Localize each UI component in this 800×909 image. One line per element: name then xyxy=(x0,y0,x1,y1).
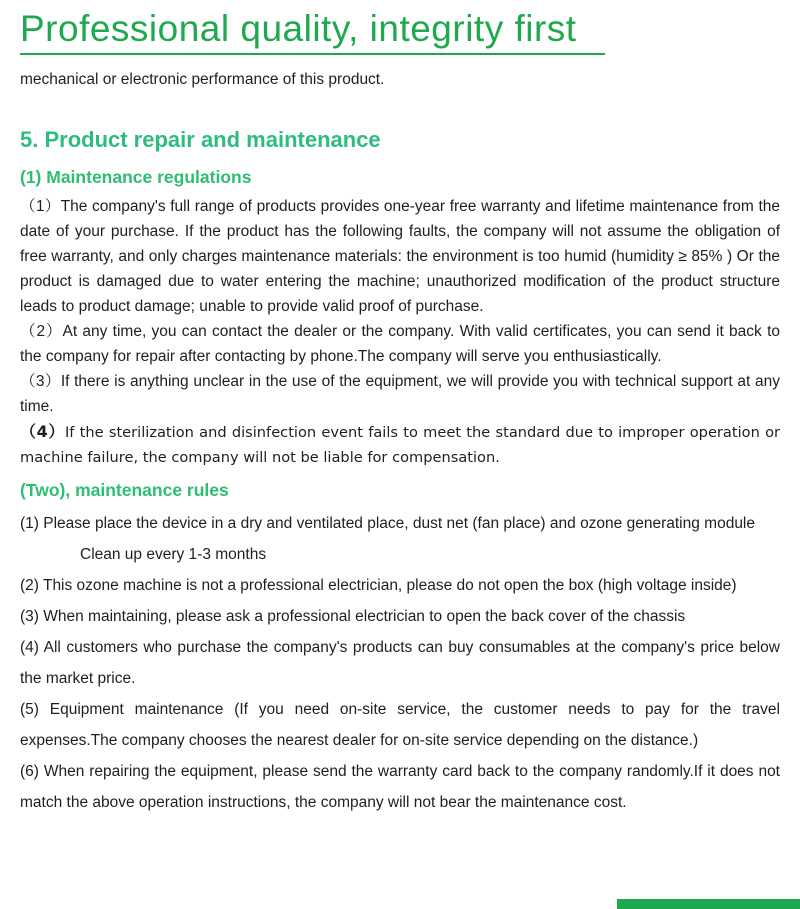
regulations-paragraph-group xyxy=(20,194,780,470)
paragraph-marker: （4） xyxy=(20,421,65,441)
subsection-heading-rules: (Two), maintenance rules xyxy=(20,479,229,500)
rules-paragraph-group xyxy=(20,508,780,818)
regulation-paragraph xyxy=(20,194,780,319)
paragraph-text: At any time, you can contact the dealer or the company. With valid certificates, you can send it back to the company for repair after contacting by phone.The company will serve you enthusiastically. xyxy=(20,322,780,365)
rule-item: (6) When repairing the equipment, please send the warranty card back to the company randomly.If it does not match the above operation instructions, the company will not bear the maintenance cost. xyxy=(20,762,780,811)
paragraph-marker: （3） xyxy=(20,372,61,390)
rule-item: (1) Please place the device in a dry and ventilated place, dust net (fan place) and ozone generating module xyxy=(20,514,756,532)
footer-green-bar xyxy=(617,899,800,909)
paragraph-marker: （2） xyxy=(20,322,63,340)
paragraph-text: If the sterilization and disinfection event fails to meet the standard due to improper operation or machine failure, the company will not be liable for compensation. xyxy=(20,423,780,466)
paragraph-text: The company's full range of products provides one-year free warranty and lifetime maintenance from the date of your purchase. If the product has the following faults, the company will not assume the obligation of free warranty, and only charges maintenance materials: the environment is too humid (humidity ≥ 85% ) Or the product is damaged due to water entering the machine; unauthorized modification of the product structure leads to product damage; unable to provide valid proof of purchase. xyxy=(20,197,780,315)
rule-item: (2) This ozone machine is not a professional electrician, please do not open the box (high voltage inside) xyxy=(20,576,737,594)
section-heading: 5. Product repair and maintenance xyxy=(20,126,381,152)
paragraph-marker: （1） xyxy=(20,197,61,215)
clean-note: Clean up every 1-3 months xyxy=(80,545,267,563)
rule-item: (4) All customers who purchase the company's products can buy consumables at the company's price below the market price. xyxy=(20,638,780,687)
paragraph-text: If there is anything unclear in the use of the equipment, we will provide you with technical support at any time. xyxy=(20,372,780,415)
rule-item: (3) When maintaining, please ask a professional electrician to open the back cover of the chassis xyxy=(20,607,686,625)
lead-paragraph: mechanical or electronic performance of this product. xyxy=(20,70,385,88)
regulation-paragraph xyxy=(20,319,780,369)
regulation-paragraph xyxy=(20,419,780,470)
regulation-paragraph xyxy=(20,369,780,419)
page-title xyxy=(20,8,780,55)
page-title-text: Professional quality, integrity first xyxy=(20,8,605,55)
subsection-heading-regulations: (1) Maintenance regulations xyxy=(20,166,252,187)
rule-item: (5) Equipment maintenance (If you need on-site service, the customer needs to pay for the travel expenses.The company chooses the nearest dealer for on-site service depending on the distance.) xyxy=(20,700,780,749)
